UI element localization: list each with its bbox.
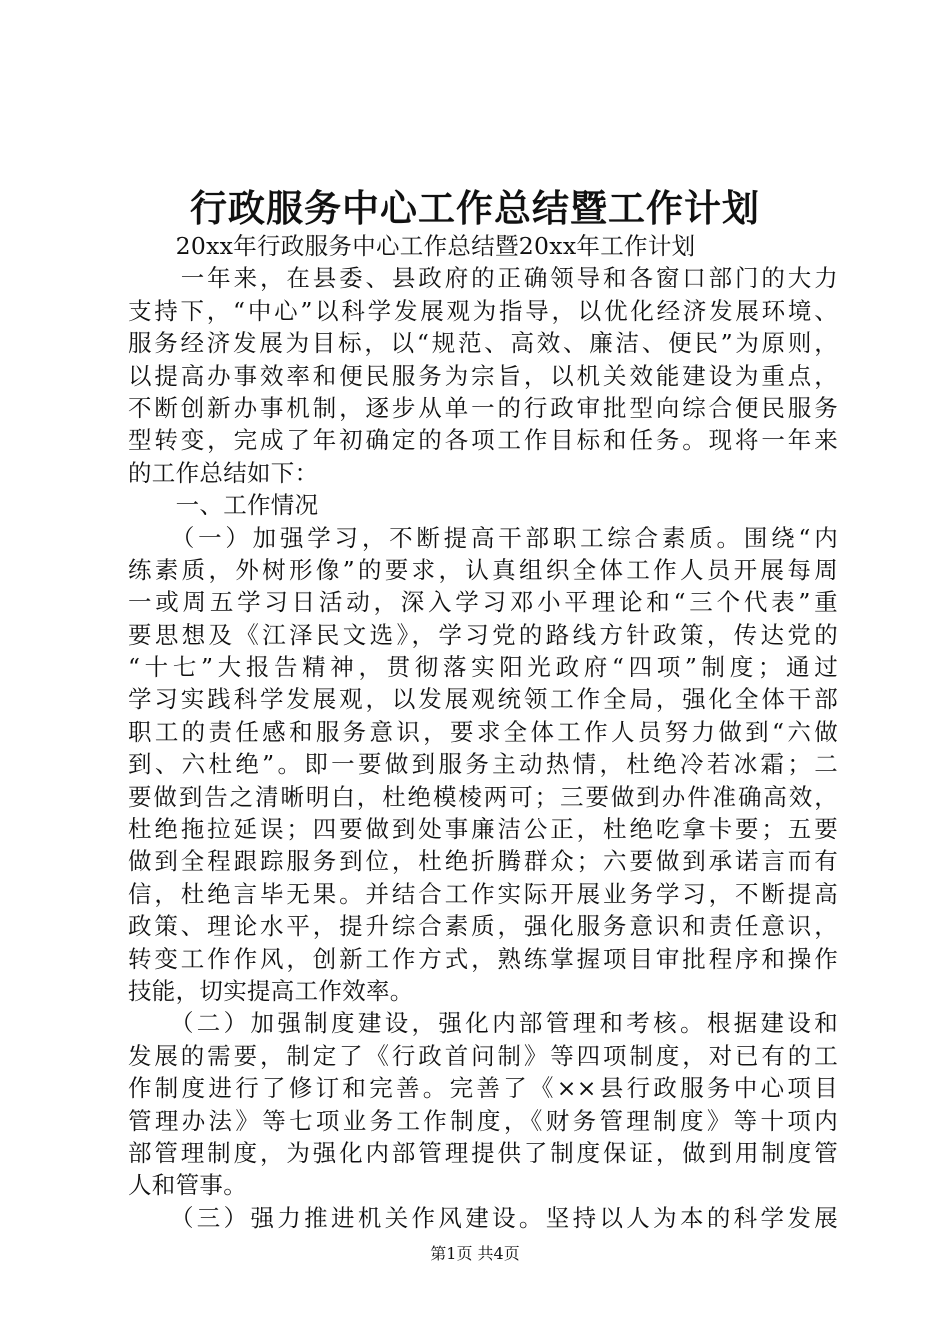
- body-line: （二）加强制度建设，强化内部管理和考核。根据建设和: [128, 1009, 838, 1038]
- body-line: 一、工作情况: [128, 491, 319, 520]
- body-line: 技能，切实提高工作效率。: [128, 976, 414, 1005]
- body-line: 发展的需要，制定了《行政首问制》等四项制度，对已有的工: [128, 1041, 838, 1070]
- body-line: 人和管事。: [128, 1171, 247, 1200]
- body-line: （三）强力推进机关作风建设。坚持以人为本的科学发展: [128, 1203, 838, 1232]
- body-line: 政策、理论水平，提升综合素质，强化服务意识和责任意识，: [128, 912, 838, 941]
- body-line: 杜绝拖拉延误；四要做到处事廉洁公正，杜绝吃拿卡要；五要: [128, 815, 838, 844]
- body-line: 职工的责任感和服务意识，要求全体工作人员努力做到“六做: [128, 717, 838, 746]
- body-line: 作制度进行了修订和完善。完善了《××县行政服务中心项目: [128, 1074, 838, 1103]
- body-line: 到、六杜绝”。即一要做到服务主动热情，杜绝冷若冰霜；二: [128, 750, 838, 779]
- body-line: 一或周五学习日活动，深入学习邓小平理论和“三个代表”重: [128, 588, 838, 617]
- body-line: 管理办法》等七项业务工作制度，《财务管理制度》等十项内: [128, 1106, 838, 1135]
- body-line: 学习实践科学发展观，以发展观统领工作全局，强化全体干部: [128, 685, 838, 714]
- body-line: 以提高办事效率和便民服务为宗旨，以机关效能建设为重点，: [128, 361, 838, 390]
- body-line: 型转变，完成了年初确定的各项工作目标和任务。现将一年来: [128, 426, 838, 455]
- body-line: 转变工作作风，创新工作方式，熟练掌握项目审批程序和操作: [128, 944, 838, 973]
- body-line: 的工作总结如下：: [128, 458, 319, 487]
- body-line: 服务经济发展为目标，以“规范、高效、廉洁、便民”为原则，: [128, 329, 838, 358]
- body-line: “十七”大报告精神，贯彻落实阳光政府“四项”制度；通过: [128, 653, 838, 682]
- body-line: 要思想及《江泽民文选》，学习党的路线方针政策，传达党的: [128, 620, 838, 649]
- page-footer: 第1页 共4页: [430, 1244, 520, 1263]
- body-line: 20xx年行政服务中心工作总结暨20xx年工作计划: [128, 232, 696, 260]
- body-line: 一年来，在县委、县政府的正确领导和各窗口部门的大力: [128, 264, 838, 293]
- body-line: （一）加强学习，不断提高干部职工综合素质。围绕“内: [128, 523, 838, 552]
- body-line: 练素质，外树形像”的要求，认真组织全体工作人员开展每周: [128, 555, 838, 584]
- body-line: 做到全程跟踪服务到位，杜绝折腾群众；六要做到承诺言而有: [128, 847, 838, 876]
- body-line: 信，杜绝言毕无果。并结合工作实际开展业务学习，不断提高: [128, 879, 838, 908]
- body-line: 不断创新办事机制，逐步从单一的行政审批型向综合便民服务: [128, 393, 838, 422]
- body-line: 支持下，“中心”以科学发展观为指导，以优化经济发展环境、: [128, 296, 838, 325]
- document-body: [128, 230, 838, 1234]
- body-line: 要做到告之清晰明白，杜绝模棱两可；三要做到办件准确高效，: [128, 782, 838, 811]
- body-line: 部管理制度，为强化内部管理提供了制度保证，做到用制度管: [128, 1138, 838, 1167]
- document-title: 行政服务中心工作总结暨工作计划: [190, 186, 760, 230]
